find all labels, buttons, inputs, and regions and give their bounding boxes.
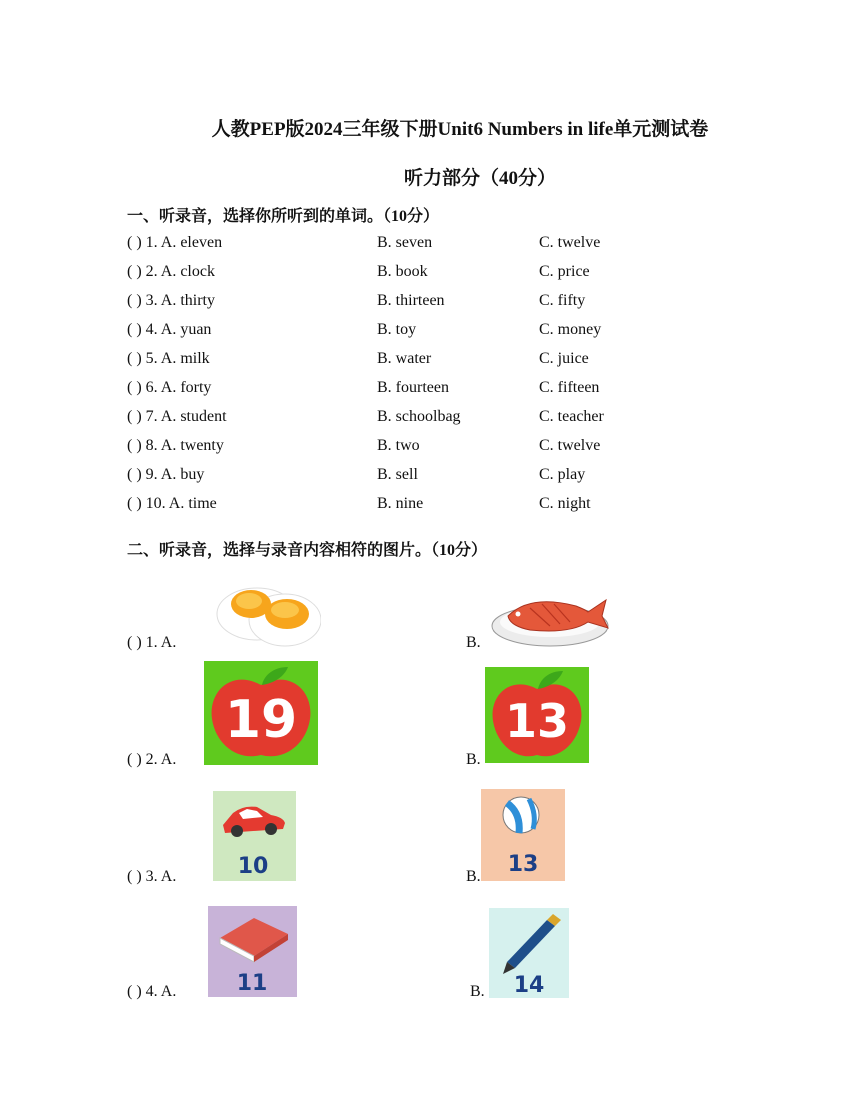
toy-car-icon (213, 791, 296, 881)
book-icon (208, 906, 297, 997)
option-a: ( ) 9. A. buy (127, 466, 205, 483)
option-b: B. sell (377, 466, 418, 483)
apple-number-b: 13 (504, 694, 570, 748)
option-b: B. two (377, 437, 420, 454)
card-number-b: 13 (507, 852, 539, 877)
option-b: B. fourteen (377, 379, 449, 396)
option-a: ( ) 6. A. forty (127, 379, 212, 396)
picture-q2-label-b: B. (466, 751, 481, 768)
section1-heading: 一、听录音，选择你所听到的单词。（10分） (127, 208, 440, 225)
page-title: 人教PEP版2024三年级下册Unit6 Numbers in life单元测试卷 (211, 119, 709, 140)
option-b: B. book (377, 263, 428, 280)
picture-q4-label-b: B. (470, 983, 485, 1000)
option-a: ( ) 1. A. eleven (127, 234, 223, 251)
picture-q3-label-a: ( ) 3. A. (127, 868, 177, 885)
option-c: C. fifteen (539, 379, 600, 396)
option-c: C. teacher (539, 408, 604, 425)
card-number-b: 14 (513, 973, 545, 998)
page-subtitle: 听力部分（40分） (403, 168, 556, 189)
section2-heading: 二、听录音，选择与录音内容相符的图片。（10分） (127, 542, 488, 559)
option-c: C. money (539, 321, 602, 338)
card-number-a: 10 (237, 854, 269, 879)
option-b: B. schoolbag (377, 408, 461, 425)
option-a: ( ) 10. A. time (127, 495, 217, 512)
option-a: ( ) 3. A. thirty (127, 292, 215, 309)
option-c: C. fifty (539, 292, 586, 309)
option-a: ( ) 7. A. student (127, 408, 227, 425)
option-a: ( ) 8. A. twenty (127, 437, 224, 454)
picture-q1-label-a: ( ) 1. A. (127, 634, 177, 651)
option-a: ( ) 4. A. yuan (127, 321, 212, 338)
option-c: C. night (539, 495, 591, 512)
option-c: C. juice (539, 350, 589, 367)
pen-icon (489, 908, 569, 998)
option-c: C. play (539, 466, 586, 483)
picture-q2-label-a: ( ) 2. A. (127, 751, 177, 768)
option-b: B. thirteen (377, 292, 445, 309)
card-number-a: 11 (236, 971, 268, 996)
ball-icon (481, 789, 565, 881)
apple-icon (204, 661, 318, 765)
option-b: B. nine (377, 495, 424, 512)
picture-q1-label-b: B. (466, 634, 481, 651)
option-b: B. seven (377, 234, 433, 251)
option-a: ( ) 2. A. clock (127, 263, 215, 280)
option-c: C. price (539, 263, 590, 280)
apple-number-a: 19 (224, 690, 298, 750)
option-b: B. toy (377, 321, 417, 338)
apple-icon (485, 667, 589, 763)
picture-q3-label-b: B. (466, 868, 481, 885)
picture-q4-label-a: ( ) 4. A. (127, 983, 177, 1000)
option-a: ( ) 5. A. milk (127, 350, 210, 367)
fried-eggs-icon (207, 584, 321, 648)
option-c: C. twelve (539, 437, 601, 454)
option-c: C. twelve (539, 234, 601, 251)
fish-plate-icon (490, 582, 614, 648)
option-b: B. water (377, 350, 432, 367)
